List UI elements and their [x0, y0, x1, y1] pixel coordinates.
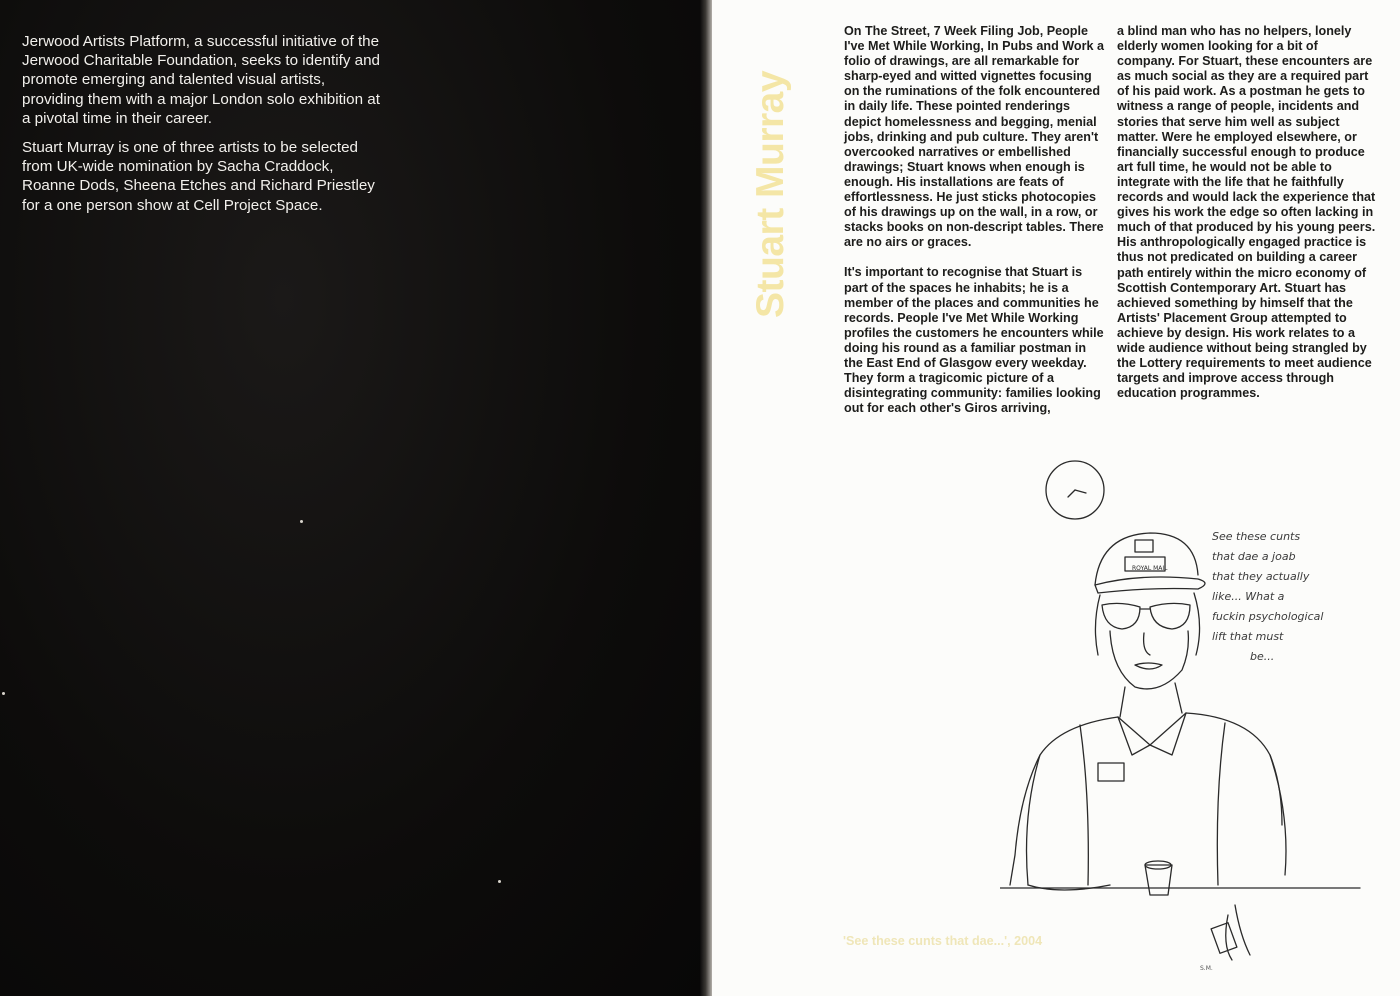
intro-paragraph-1: Jerwood Artists Platform, a successful initiative of the Jerwood Charitable Foundation, seeks to identify and promote emerging and talented visual artists, providing them with a major London solo exhibition at a pivotal time in their career.	[22, 33, 380, 127]
artist-title: Stuart Murray	[749, 70, 792, 318]
cap-badge-icon	[1135, 540, 1153, 552]
dust-speck	[2, 692, 5, 695]
intro-paragraph-2: Stuart Murray is one of three artists to be selected from UK-wide nomination by Sacha Craddock, Roanne Dods, Sheena Etches and Richard Priestley for a one person show at Cell Project Space.	[22, 139, 375, 214]
artwork-caption: 'See these cunts that dae...', 2004	[843, 934, 1043, 948]
handwritten-line: like... What a	[1212, 590, 1285, 603]
artwork-drawing	[1000, 455, 1380, 975]
cap-badge-text: ROYAL MAIL	[1132, 565, 1168, 572]
handwritten-line: that dae a joab	[1212, 550, 1296, 563]
handwritten-line: that they actually	[1212, 570, 1310, 583]
intro-text	[22, 32, 382, 225]
essay-paragraph: On The Street, 7 Week Filing Job, People I've Met While Working, In Pubs and Work a folio of drawings, are all remarkable for sharp-eyed and witted vignettes focusing on the ruminations of the folk encountered in daily life. These pointed renderings depict homelessness and begging, menial jobs, drinking and pub culture. They aren't overcooked narratives or embellished drawings; Stuart knows when enough is enough. His installations are feats of effortlessness. He just sticks photocopies of his drawings up on the wall, in a row, or stacks books on non-descript tables. There are no airs or graces.	[844, 24, 1105, 250]
essay-column-1	[844, 24, 1108, 431]
handwritten-line: lift that must	[1212, 630, 1284, 643]
essay-paragraph: It's important to recognise that Stuart is part of the spaces he inhabits; he is a member of the places and communities he records. People I've Met While Working profiles the customers he encounters while doing his round as a familiar postman in the East End of Glasgow every weekday. They form a tragicomic picture of a disintegrating community: families looking out for each other's Giros arriving,	[844, 265, 1104, 416]
essay-paragraph: a blind man who has no helpers, lonely elderly women looking for a bit of company. For Stuart, these encounters are as much social as they are a required part of his paid work. As a postman he gets to witness a range of people, incidents and stories that serve him well as subject matter. Were he employed elsewhere, or financially successful enough to produce art full time, he would not be able to integrate with the life that he faithfully records and would lack the experience that gives his work the edge so often lacking in much of that produced by his young peers. His anthropologically engaged practice is thus not predicated on building a career path entirely within the micro economy of Scottish Contemporary Art. Stuart has achieved something by himself that the Artists' Placement Group attempted to achieve by design. His work relates to a wide audience without being strangled by the Lottery requirements to meet audience targets and improve access through education programmes.	[1117, 24, 1376, 401]
artist-signature: S.M.	[1200, 965, 1213, 972]
essay-column-2	[1117, 24, 1379, 416]
dust-speck	[300, 520, 303, 523]
dust-speck	[498, 880, 501, 883]
handwritten-line: fuckin psychological	[1212, 610, 1324, 623]
handwritten-line: See these cunts	[1212, 530, 1301, 543]
handwritten-line: be...	[1250, 650, 1275, 663]
